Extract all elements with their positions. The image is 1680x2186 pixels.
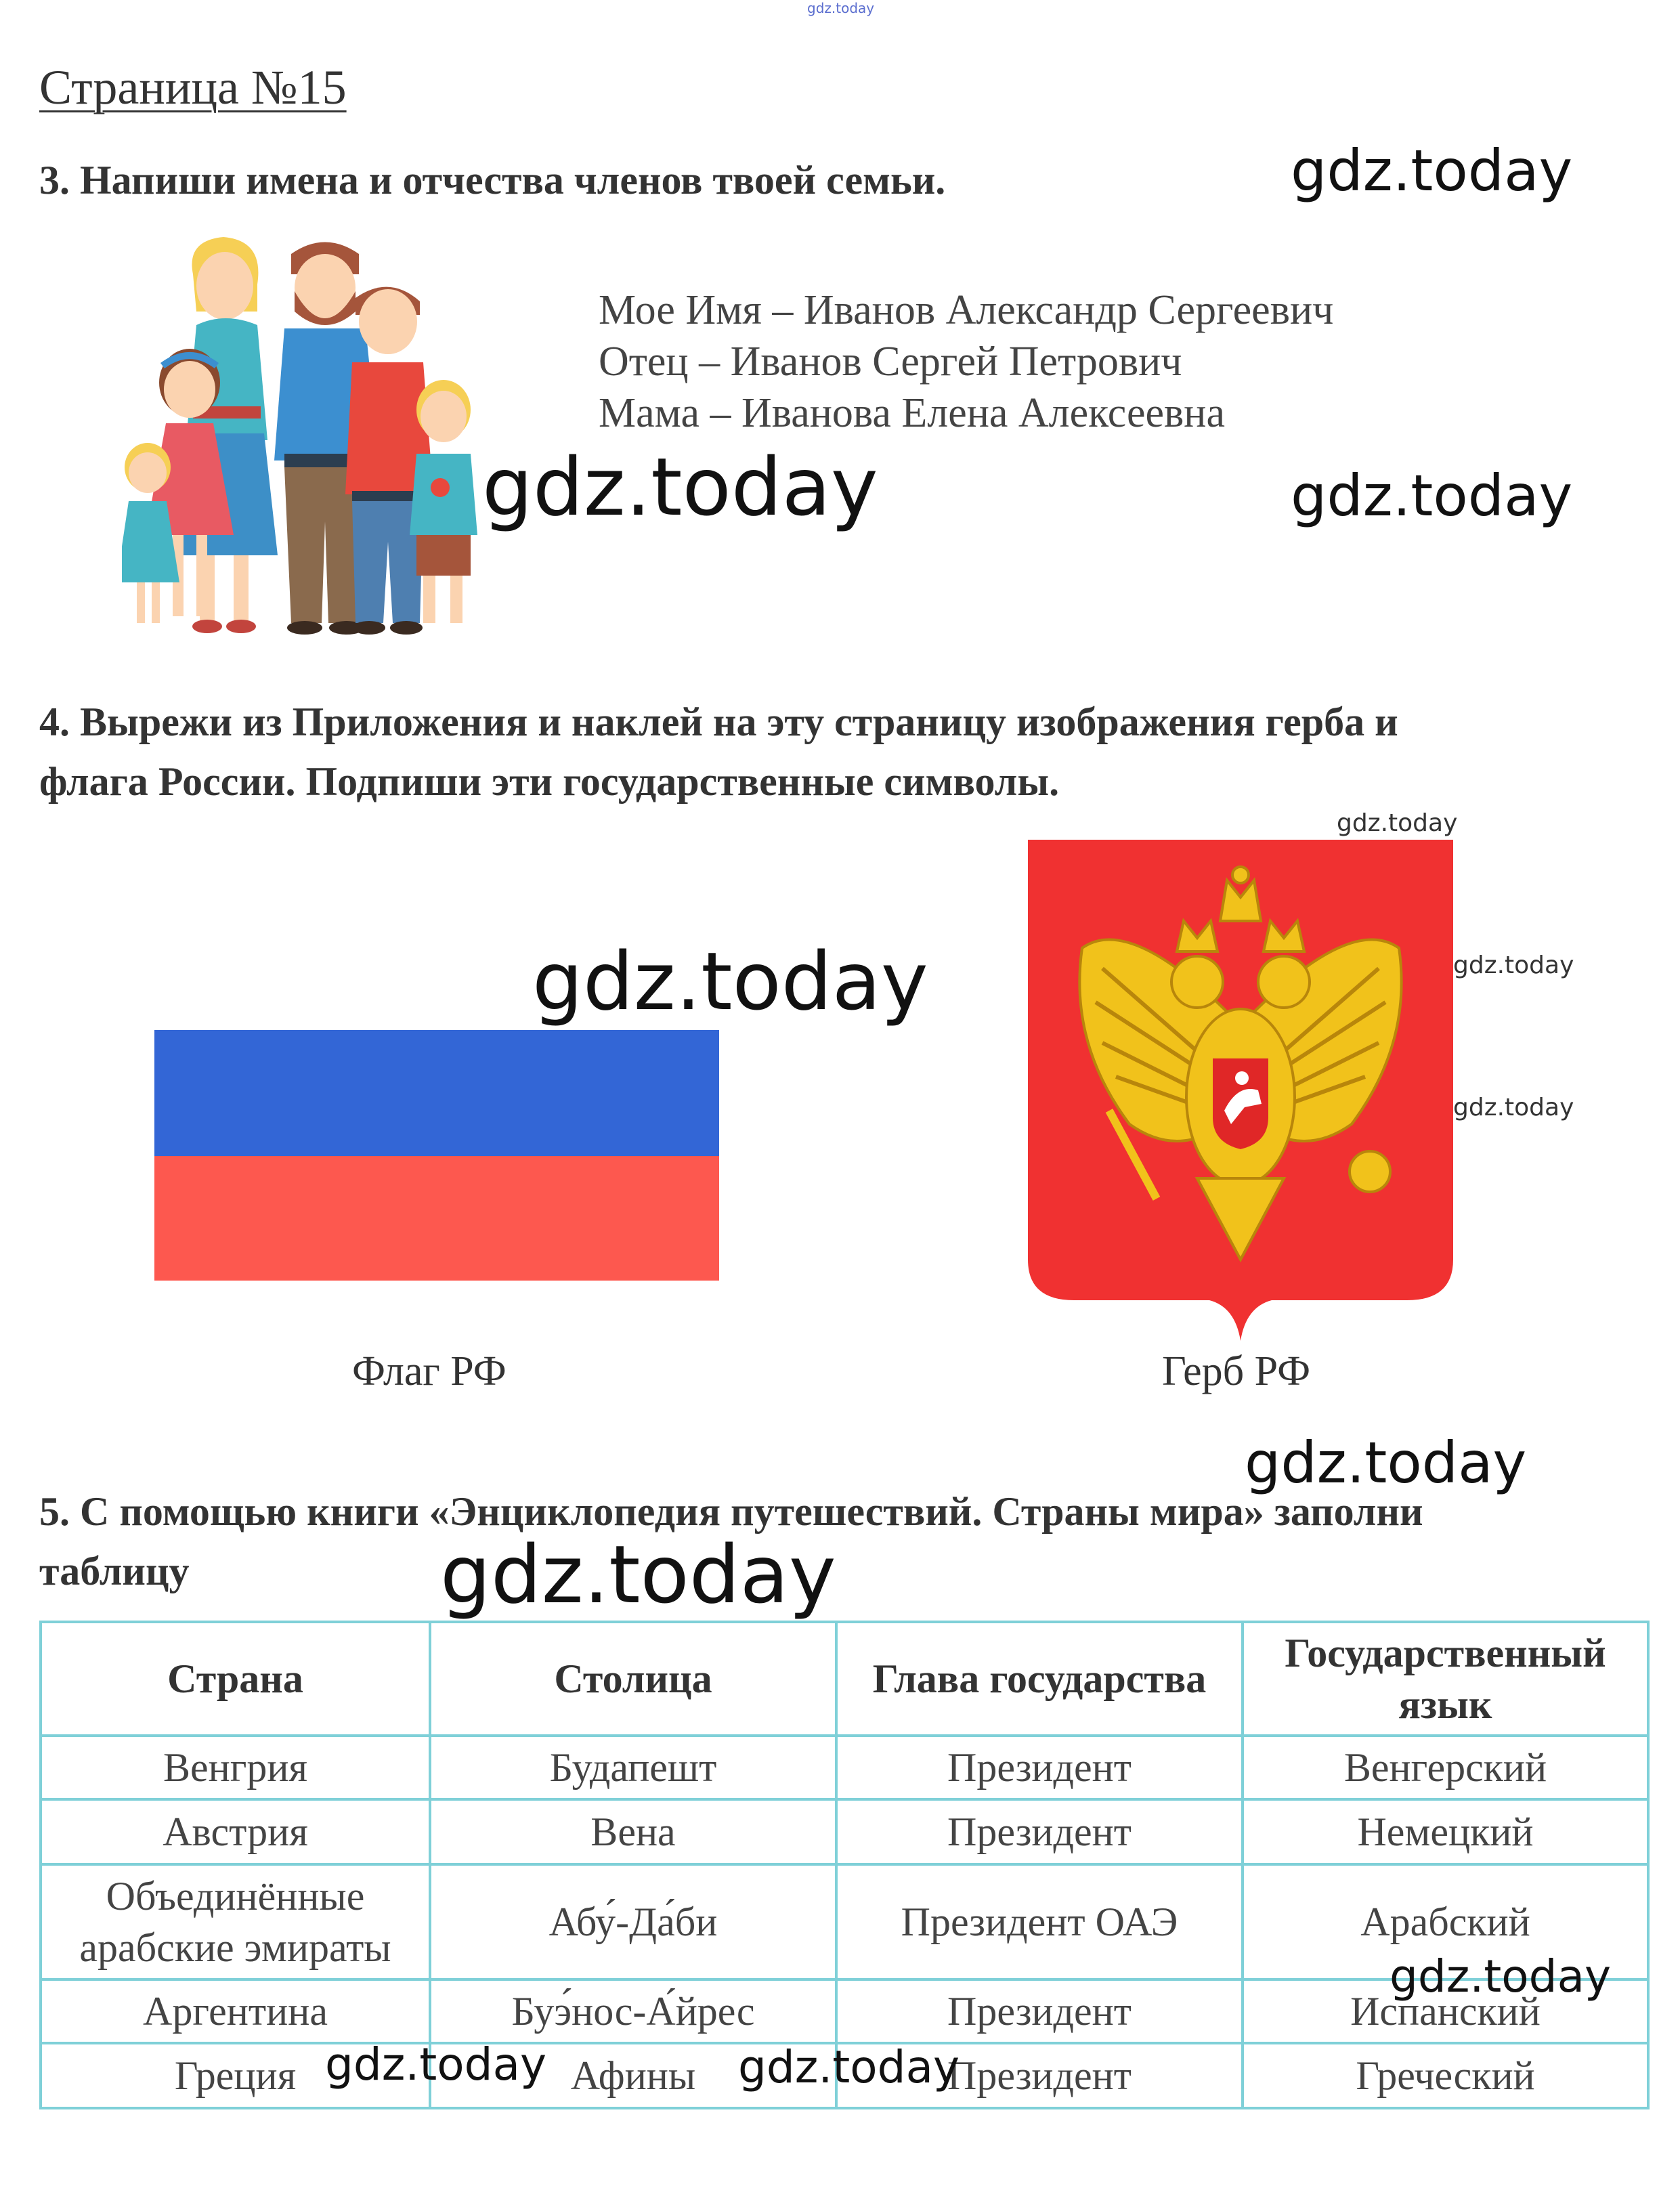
cell-capital: Буэ́нос-А́йрес bbox=[430, 1979, 836, 2043]
watermark: gdz.today bbox=[482, 440, 878, 534]
header-capital: Столица bbox=[430, 1622, 836, 1736]
task4-heading-line1: 4. Вырежи из Приложения и наклей на эту страницу изображения герба и bbox=[39, 700, 1398, 744]
watermark: gdz.today bbox=[532, 935, 928, 1028]
table-header-row bbox=[41, 1622, 1648, 1736]
cell-country: Австрия bbox=[41, 1799, 430, 1864]
cell-capital: Вена bbox=[430, 1799, 836, 1864]
header-language: Государственный язык bbox=[1243, 1622, 1648, 1736]
cell-country: Аргентина bbox=[41, 1979, 430, 2043]
table-row bbox=[41, 1799, 1648, 1864]
emblem-caption: Герб РФ bbox=[1162, 1348, 1311, 1394]
watermark: gdz.today bbox=[325, 2038, 547, 2091]
cell-country: Венгрия bbox=[41, 1736, 430, 1799]
answer-line-3: Мама – Иванова Елена Алексеевна bbox=[599, 390, 1226, 436]
cell-capital: Афины bbox=[430, 2043, 836, 2108]
flag-caption: Флаг РФ bbox=[352, 1348, 507, 1394]
watermark: gdz.today bbox=[1337, 809, 1458, 837]
watermark: gdz.today bbox=[1291, 137, 1573, 204]
cell-country: Объединённые арабские эмираты bbox=[41, 1864, 430, 1979]
family-illustration bbox=[122, 237, 501, 637]
task3-heading: 3. Напиши имена и отчества членов твоей семьи. bbox=[39, 158, 946, 202]
cell-country: Греция bbox=[41, 2043, 430, 2108]
answer-line-1: Мое Имя – Иванов Александр Сергеевич bbox=[599, 287, 1334, 333]
watermark: gdz.today bbox=[1291, 463, 1573, 529]
header-country: Страна bbox=[41, 1622, 430, 1736]
cell-head-of-state: Президент bbox=[836, 1799, 1243, 1864]
cell-language: Испанский bbox=[1243, 1979, 1648, 2043]
cell-head-of-state: Президент bbox=[836, 1979, 1243, 2043]
watermark: gdz.today bbox=[1453, 1094, 1574, 1121]
task5-heading-line1: 5. С помощью книги «Энциклопедия путешествий. Страны мира» заполни bbox=[39, 1489, 1423, 1534]
cell-language: Венгерский bbox=[1243, 1736, 1648, 1799]
cell-language: Немецкий bbox=[1243, 1799, 1648, 1864]
coat-of-arms bbox=[1028, 840, 1453, 1341]
header-head-of-state: Глава государства bbox=[836, 1622, 1243, 1736]
watermark: gdz.today bbox=[440, 1528, 836, 1621]
watermark: gdz.today bbox=[738, 2041, 960, 2093]
countries-table bbox=[39, 1621, 1650, 2109]
watermark-top: gdz.today bbox=[807, 0, 875, 16]
flag-blue-stripe bbox=[154, 1030, 719, 1156]
cell-capital: Будапешт bbox=[430, 1736, 836, 1799]
answer-line-2: Отец – Иванов Сергей Петрович bbox=[599, 339, 1182, 385]
cell-head-of-state: Президент ОАЭ bbox=[836, 1864, 1243, 1979]
page-title: Страница №15 bbox=[39, 60, 347, 114]
russian-flag bbox=[154, 1030, 719, 1281]
watermark: gdz.today bbox=[1245, 1430, 1527, 1496]
watermark: gdz.today bbox=[1390, 1950, 1612, 2002]
st-george-shield-icon bbox=[1211, 1056, 1270, 1151]
task4-heading-line2: флага России. Подпиши эти государственные символы. bbox=[39, 759, 1060, 804]
flag-red-stripe bbox=[154, 1156, 719, 1281]
cell-head-of-state: Президент bbox=[836, 2043, 1243, 2108]
cell-capital: Абу́-Да́би bbox=[430, 1864, 836, 1979]
task5-heading-line2: таблицу bbox=[39, 1549, 190, 1593]
table-row bbox=[41, 1736, 1648, 1799]
watermark: gdz.today bbox=[1453, 951, 1574, 979]
cell-language: Греческий bbox=[1243, 2043, 1648, 2108]
cell-head-of-state: Президент bbox=[836, 1736, 1243, 1799]
cell-language: Арабский bbox=[1243, 1864, 1648, 1979]
